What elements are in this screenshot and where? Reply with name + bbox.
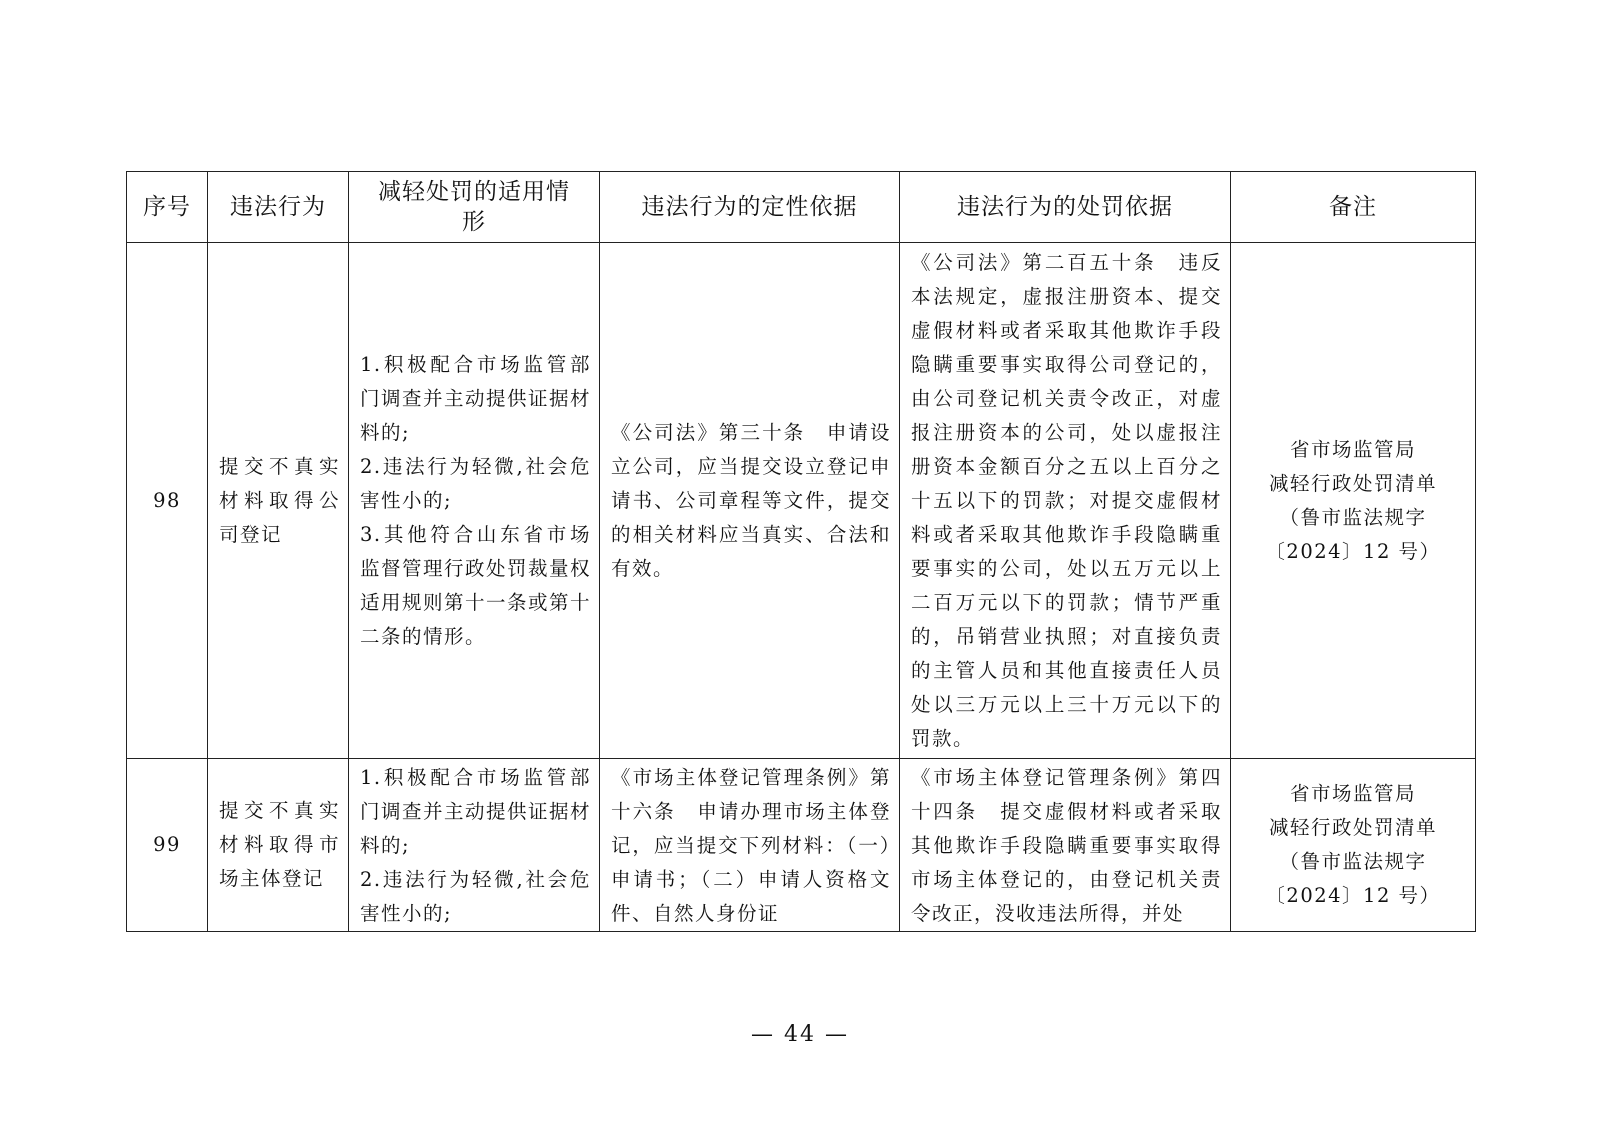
remark-line: 省市场监管局 bbox=[1289, 782, 1416, 805]
remark-line: （鲁市监法规字 bbox=[1279, 505, 1427, 529]
page-number: — 44 — bbox=[751, 1022, 849, 1047]
qualification-basis-cell bbox=[600, 759, 900, 932]
row-number: 98 bbox=[127, 243, 208, 759]
condition-item: 3.其他符合山东省市场监督管理行政处罚裁量权适用规则第十一条或第十二条的情形。 bbox=[360, 522, 592, 648]
header-mitigation-conditions: 减轻处罚的适用情形 bbox=[349, 172, 600, 243]
remark-cell bbox=[1231, 243, 1476, 759]
header-qualification-basis: 违法行为的定性依据 bbox=[600, 172, 900, 243]
condition-item: 1.积极配合市场监管部门调查并主动提供证据材料的; bbox=[360, 766, 591, 857]
violation-cell: 提交不真实材料取得市场主体登记 bbox=[208, 759, 349, 932]
table-header-row bbox=[127, 172, 1476, 243]
conditions-cell bbox=[349, 243, 600, 759]
qualification-basis-text: 《市场主体登记管理条例》第十六条 申请办理市场主体登记，应当提交下列材料：（一）申请书；（二）申请人资格文件、自然人身份证 bbox=[611, 766, 891, 925]
row-number: 99 bbox=[127, 759, 208, 932]
condition-item: 2.违法行为轻微,社会危害性小的; bbox=[360, 868, 591, 925]
penalty-basis-cell: 《公司法》第二百五十条 违反本法规定，虚报注册资本、提交虚假材料或者采取其他欺诈手段隐瞒重要事实取得公司登记的，由公司登记机关责令改正，对虚报注册资本的公司，处以虚报注册资本金额百分之五以上百分之十五以下的罚款；对提交虚假材料或者采取其他欺诈手段隐瞒重要事实的公司，处以五万元以上二百万元以下的罚款；情节严重的，吊销营业执照；对直接负责的主管人员和其他直接责任人员处以三万元以上三十万元以下的罚款。 bbox=[900, 243, 1231, 759]
penalty-list-table bbox=[126, 171, 1476, 932]
remark-line: 省市场监管局 bbox=[1289, 437, 1416, 461]
header-violation: 违法行为 bbox=[208, 172, 349, 243]
conditions-clip bbox=[360, 761, 591, 931]
table-row bbox=[127, 759, 1476, 932]
remark-line: 〔2024〕12 号） bbox=[1265, 539, 1441, 563]
remark-line: 〔2024〕12 号） bbox=[1265, 884, 1441, 907]
condition-item: 2.违法行为轻微,社会危害性小的; bbox=[360, 454, 591, 512]
table-row bbox=[127, 243, 1476, 759]
qualification-basis-cell: 《公司法》第三十条 申请设立公司，应当提交设立登记申请书、公司章程等文件，提交的相关材料应当真实、合法和有效。 bbox=[600, 243, 900, 759]
condition-item: 1.积极配合市场监管部门调查并主动提供证据材料的; bbox=[360, 352, 592, 444]
remark-line: 减轻行政处罚清单 bbox=[1268, 471, 1437, 495]
header-number: 序号 bbox=[127, 172, 208, 243]
penalty-basis-cell bbox=[900, 759, 1231, 932]
violation-cell: 提交不真实材料取得公司登记 bbox=[208, 243, 349, 759]
header-remark: 备注 bbox=[1231, 172, 1476, 243]
penalty-basis-text: 《市场主体登记管理条例》第四十四条 提交虚假材料或者采取其他欺诈手段隐瞒重要事实取得市场主体登记的，由登记机关责令改正，没收违法所得，并处 bbox=[911, 766, 1222, 925]
header-penalty-basis: 违法行为的处罚依据 bbox=[900, 172, 1231, 243]
remark-line: 减轻行政处罚清单 bbox=[1268, 816, 1437, 839]
remark-line: （鲁市监法规字 bbox=[1279, 850, 1427, 873]
conditions-cell bbox=[349, 759, 600, 932]
remark-cell bbox=[1231, 759, 1476, 932]
